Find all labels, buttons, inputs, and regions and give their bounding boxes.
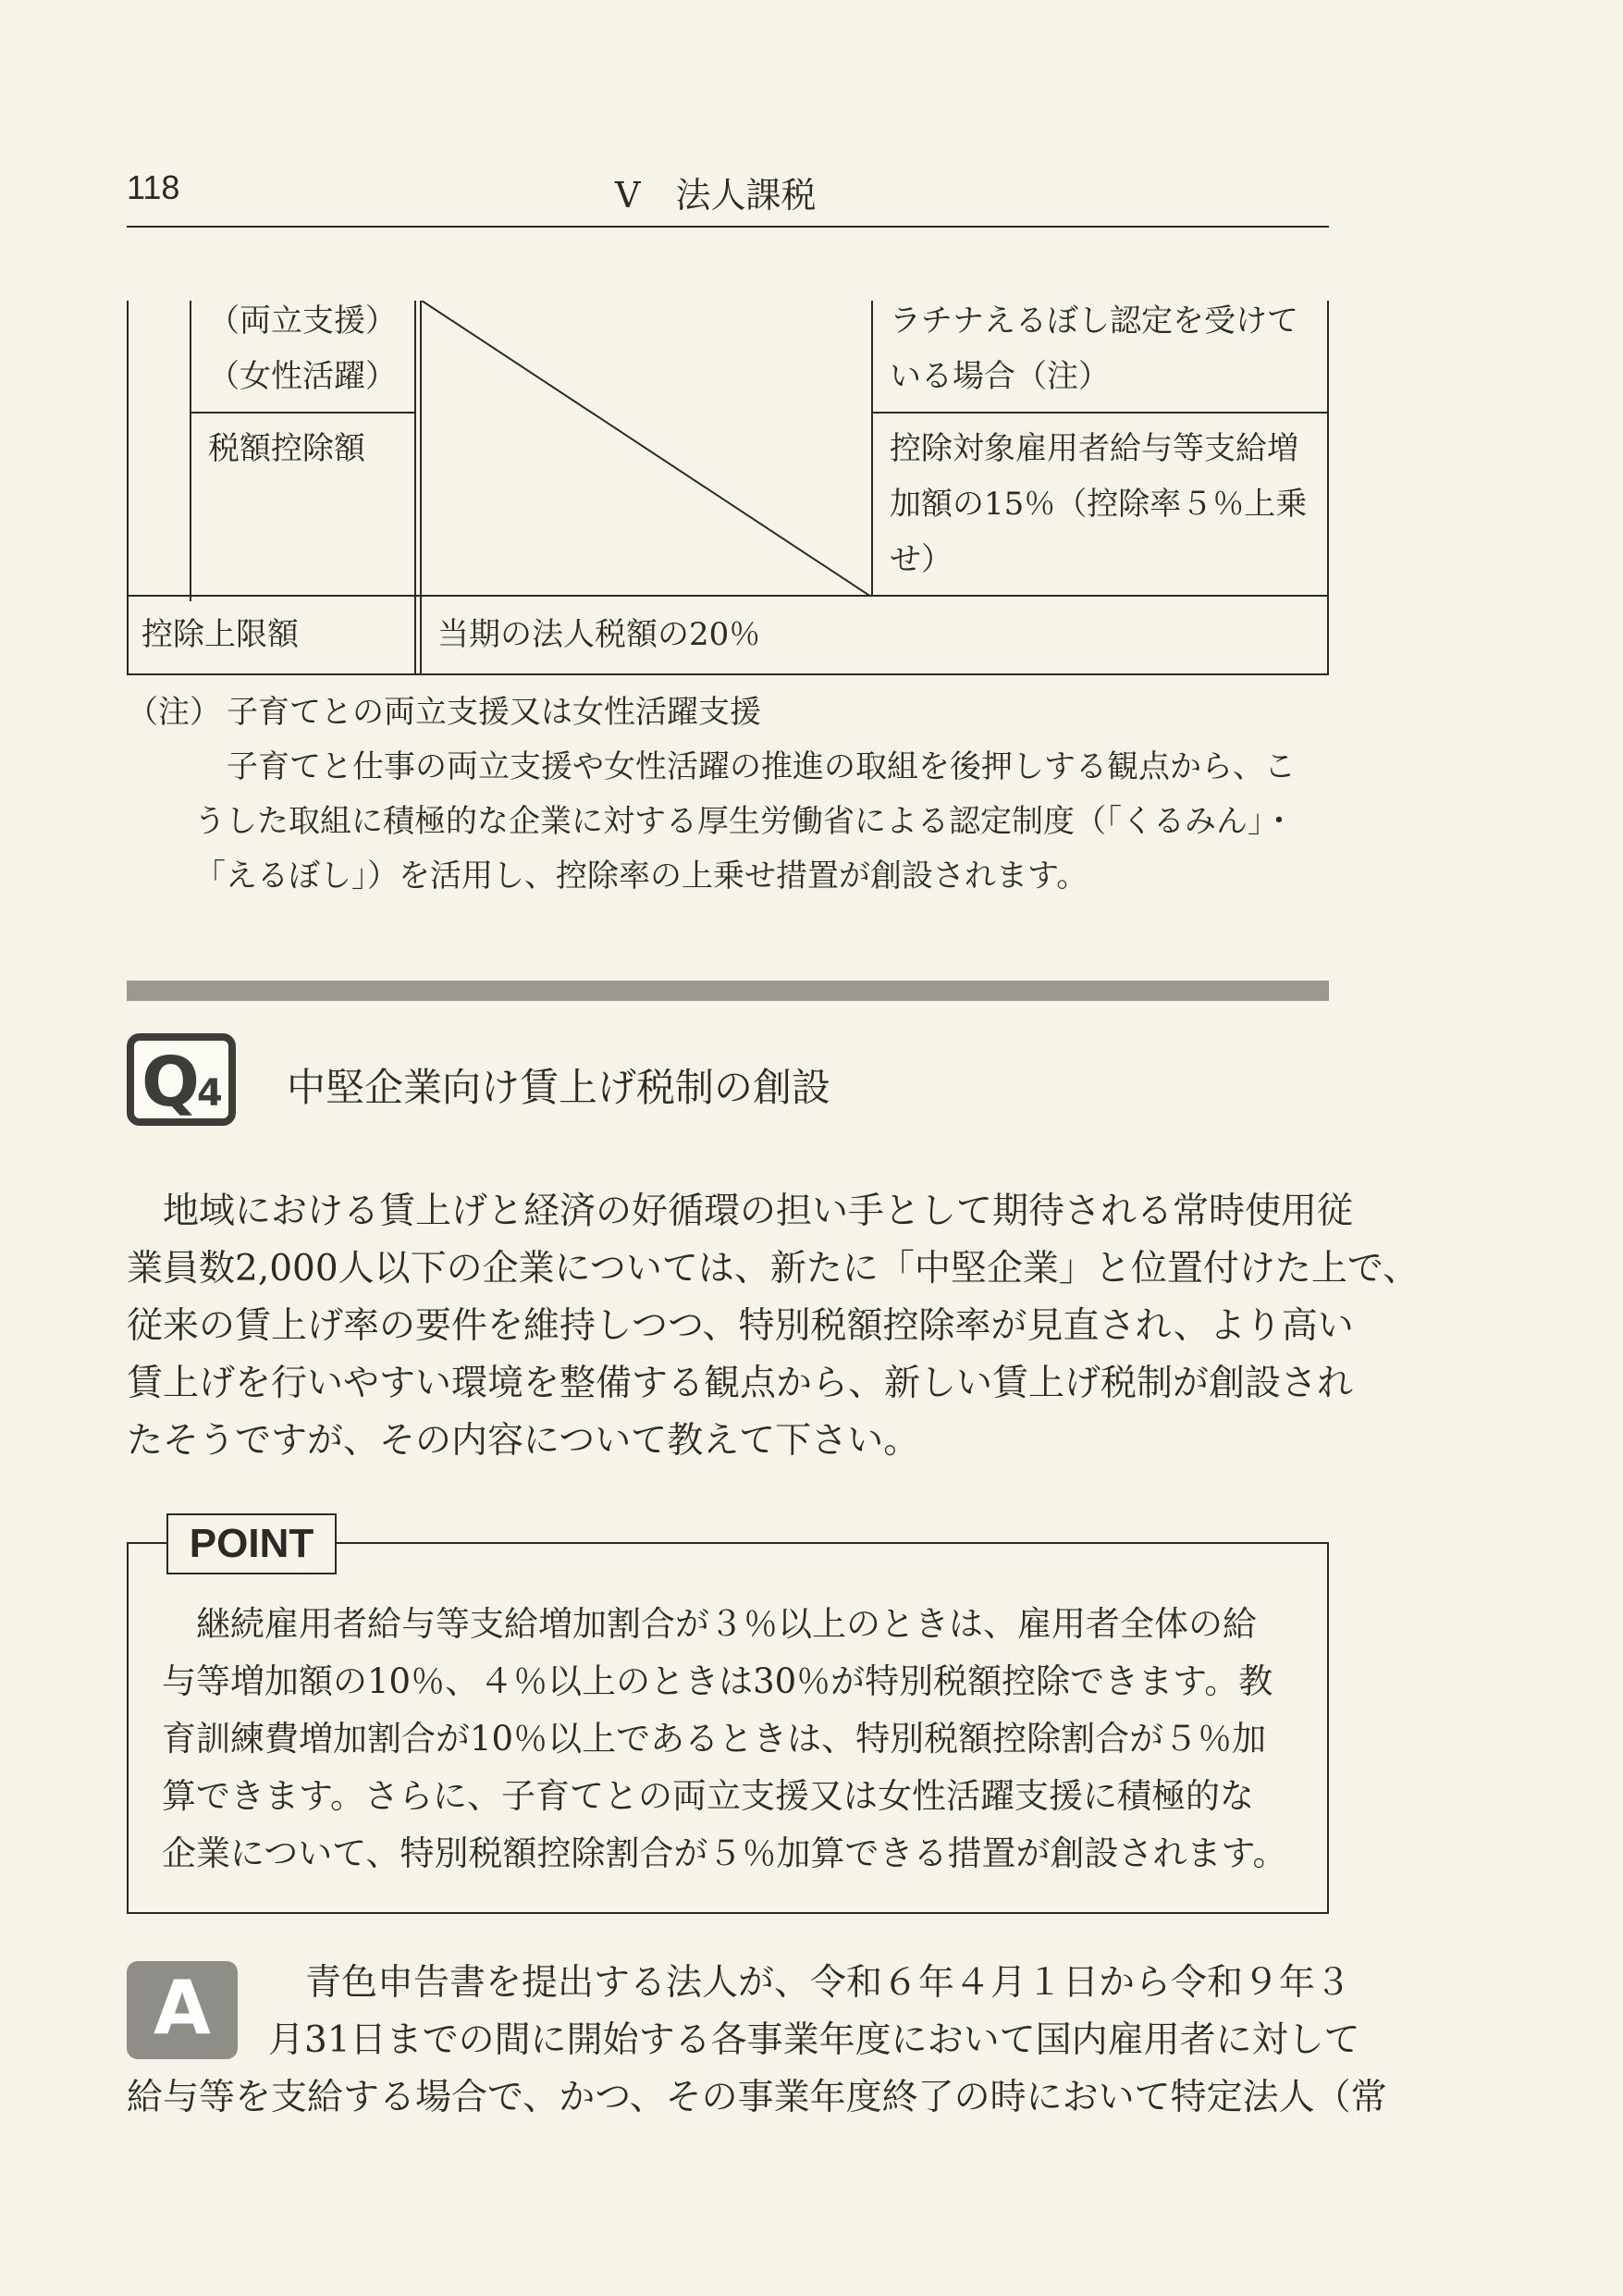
question-body-line: たそうですが、その内容について教えて下さい。 bbox=[127, 1420, 920, 1462]
question-badge-number: 4 bbox=[197, 1072, 223, 1115]
point-line: 育訓練費増加割合が10％以上であるときは、特別税額控除割合が５％加 bbox=[162, 1719, 1267, 1759]
note-line: 子育てと仕事の両立支援や女性活躍の推進の取組を後押しする観点から、こ bbox=[227, 748, 1296, 785]
row2-value-line: せ） bbox=[890, 541, 953, 578]
note-title: 子育てとの両立支援又は女性活躍支援 bbox=[227, 694, 761, 731]
answer-line: 給与等を支給する場合で、かつ、その事業年度終了の時において特定法人（常 bbox=[127, 2077, 1387, 2118]
answer-badge-letter: A bbox=[154, 1965, 211, 2051]
header-rule bbox=[127, 226, 1329, 228]
table-value-divider bbox=[871, 301, 873, 595]
point-line: 継続雇用者給与等支給増加割合が３％以上のときは、雇用者全体の給 bbox=[162, 1604, 1257, 1644]
row2-value-line: 控除対象雇用者給与等支給増 bbox=[890, 430, 1298, 467]
table-border-left bbox=[127, 301, 129, 675]
table-row-divider bbox=[190, 412, 416, 414]
limit-value: 当期の法人税額の20％ bbox=[437, 616, 761, 653]
row1-value-line: ラチナえるぼし認定を受けて bbox=[890, 302, 1298, 339]
row1-value-line: いる場合（注） bbox=[890, 358, 1110, 395]
note-line: 「えるぼし」）を活用し、控除率の上乗せ措置が創設されます。 bbox=[194, 858, 1088, 895]
question-body-line: 地域における賃上げと経済の好循環の担い手として期待される常時使用従 bbox=[127, 1191, 1354, 1232]
point-line: 算できます。さらに、子育てとの両立支援又は女性活躍支援に積極的な bbox=[162, 1776, 1255, 1816]
table-inner-left-divider bbox=[190, 301, 191, 601]
question-body-line: 賃上げを行いやすい環境を整備する観点から、新しい賃上げ税制が創設され bbox=[127, 1363, 1354, 1404]
question-badge bbox=[127, 1033, 236, 1126]
tax-credit-table bbox=[127, 301, 1329, 675]
question-body-line: 従来の賃上げ率の要件を維持しつつ、特別税額控除率が見直され、より高い bbox=[127, 1305, 1354, 1347]
section-divider-bar bbox=[127, 981, 1329, 1001]
point-line: 与等増加額の10％、４％以上のときは30％が特別税額控除できます。教 bbox=[162, 1661, 1273, 1701]
row2-value-line: 加額の15％（控除率５％上乗 bbox=[890, 486, 1308, 523]
chapter-title: Ⅴ 法人課税 bbox=[615, 175, 817, 216]
empty-cell-diagonal bbox=[422, 301, 871, 597]
note-marker: （注） bbox=[127, 694, 221, 731]
answer-badge bbox=[127, 1961, 238, 2059]
answer-line: 青色申告書を提出する法人が、令和６年４月１日から令和９年３ bbox=[305, 1962, 1352, 2004]
table-row-divider-right bbox=[871, 412, 1329, 414]
page-number: 118 bbox=[127, 168, 180, 206]
point-line: 企業について、特別税額控除割合が５％加算できる措置が創設されます。 bbox=[162, 1833, 1287, 1873]
limit-label: 控除上限額 bbox=[141, 616, 299, 653]
question-title: 中堅企業向け賃上げ税制の創設 bbox=[287, 1065, 831, 1110]
point-label: POINT bbox=[166, 1513, 337, 1574]
note-line: うした取組に積極的な企業に対する厚生労働省による認定制度（「くるみん」・ bbox=[194, 803, 1295, 840]
answer-line: 月31日までの間に開始する各事業年度において国内雇用者に対して bbox=[268, 2019, 1360, 2061]
question-body-line: 業員数2,000人以下の企業については、新たに「中堅企業」と位置付けた上で、 bbox=[127, 1248, 1420, 1290]
table-border-bottom bbox=[127, 673, 1329, 675]
table-border-right bbox=[1327, 301, 1329, 675]
row1-label-line: （両立支援） bbox=[208, 302, 397, 339]
row1-label-line: （女性活躍） bbox=[208, 358, 397, 395]
row2-label: 税額控除額 bbox=[208, 430, 365, 467]
table-label-divider bbox=[414, 301, 416, 675]
question-badge-letter: Q bbox=[141, 1043, 200, 1122]
